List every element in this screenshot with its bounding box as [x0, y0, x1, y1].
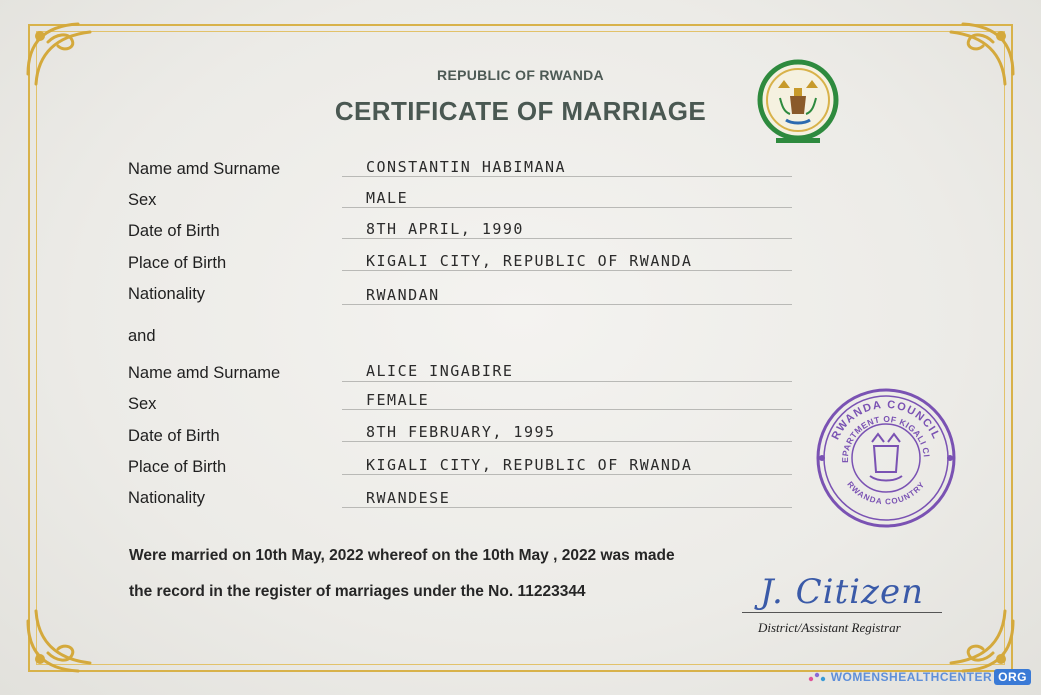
field-label: Name amd Surname: [128, 364, 281, 382]
underline: [342, 176, 792, 177]
field-label: Nationality: [128, 489, 206, 507]
party1-nationality-row: [0, 283, 1041, 313]
conjunction-and: and: [128, 327, 156, 345]
field-label: Place of Birth: [128, 254, 227, 272]
underline: [342, 507, 792, 508]
underline: [342, 474, 792, 475]
watermark-site-name: WOMENSHEALTHCENTER: [830, 670, 993, 684]
field-label: Date of Birth: [128, 427, 220, 445]
field-value: RWANDESE: [366, 489, 451, 507]
site-watermark: [807, 667, 1031, 687]
certificate-title: CERTIFICATE OF MARRIAGE: [334, 96, 707, 126]
field-value: RWANDAN: [366, 286, 440, 304]
statement-line-1: Were married on 10th May, 2022 whereof on the 10th May , 2022 was made: [129, 547, 675, 564]
corner-ornament-icon: [933, 14, 1023, 104]
underline: [342, 207, 792, 208]
issuing-country: REPUBLIC OF RWANDA: [437, 67, 604, 83]
stamp-top-text: RWANDA COUNCIL: [829, 398, 943, 442]
signature-line: [742, 612, 942, 613]
field-label: Sex: [128, 191, 157, 209]
official-stamp-icon: [806, 384, 966, 532]
corner-ornament-icon: [18, 591, 108, 681]
field-value: CONSTANTIN HABIMANA: [366, 158, 567, 176]
underline: [342, 381, 792, 382]
field-value: 8TH APRIL, 1990: [366, 220, 524, 238]
field-label: Name amd Surname: [128, 160, 281, 178]
watermark-tld-badge: ORG: [994, 669, 1031, 685]
national-emblem-icon: [756, 58, 840, 148]
statement-line-2: the record in the register of marriages under the No. 11223344: [129, 583, 586, 600]
underline: [342, 238, 792, 239]
party1-name-row: [0, 158, 1041, 188]
stamp-bottom-text: RWANDA COUNTRY: [845, 479, 927, 507]
party1-sex-row: [0, 189, 1041, 219]
watermark-dots-icon: [807, 669, 829, 685]
field-label: Sex: [128, 395, 157, 413]
party1-dob-row: [0, 220, 1041, 250]
field-value: FEMALE: [366, 391, 430, 409]
field-label: Date of Birth: [128, 222, 220, 240]
underline: [342, 270, 792, 271]
field-value: MALE: [366, 189, 409, 207]
field-label: Nationality: [128, 285, 206, 303]
field-value: 8TH FEBRUARY, 1995: [366, 423, 556, 441]
corner-ornament-icon: [18, 14, 108, 104]
svg-text:RWANDA COUNTRY: [845, 480, 926, 507]
underline: [342, 409, 792, 410]
field-value: KIGALI CITY, REPUBLIC OF RWANDA: [366, 456, 693, 474]
field-value: KIGALI CITY, REPUBLIC OF RWANDA: [366, 252, 693, 270]
registrar-title: District/Assistant Registrar: [758, 620, 901, 635]
field-value: ALICE INGABIRE: [366, 362, 514, 380]
party1-pob-row: [0, 252, 1041, 282]
underline: [342, 304, 792, 305]
stamp-inner-text: EPARTMENT OF KIGALI CI: [839, 413, 932, 463]
field-label: Place of Birth: [128, 458, 227, 476]
underline: [342, 441, 792, 442]
registrar-signature: J. Citizen: [760, 572, 924, 612]
